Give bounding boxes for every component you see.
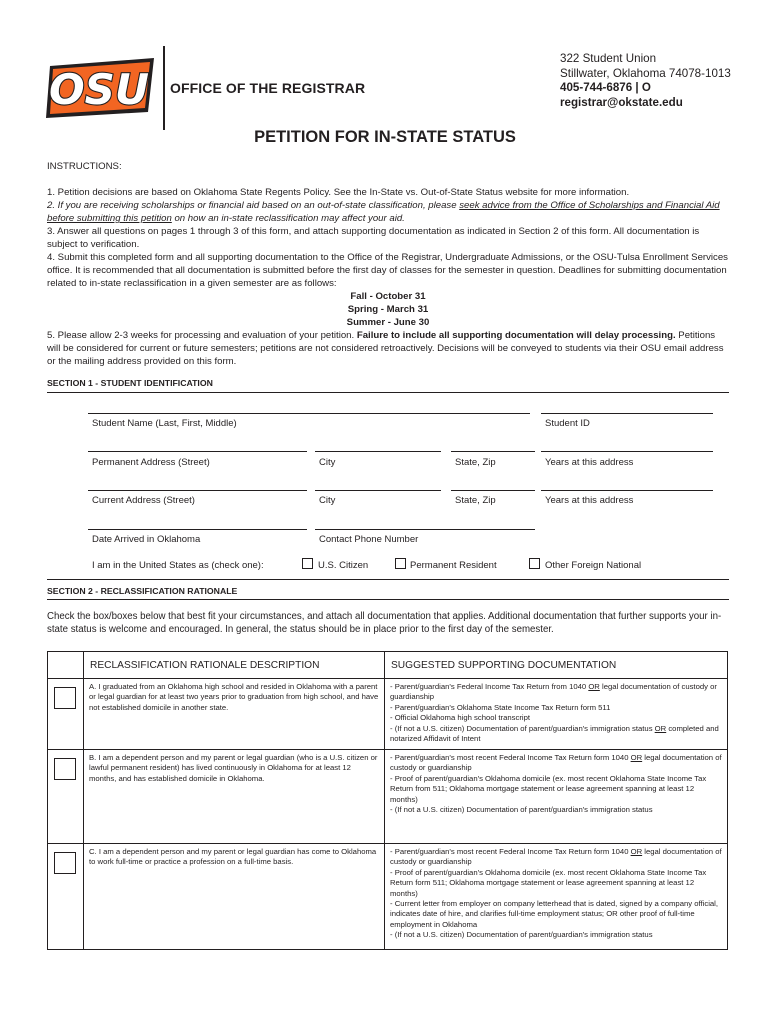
row-b-description: B. I am a dependent person and my parent or legal guardian (who is a U.S. citizen or lawful permanent resident) has lived continuously in Oklahoma for at least 12 months, and has established domicile in Oklahoma. xyxy=(84,750,385,844)
us-citizen-checkbox[interactable] xyxy=(302,558,313,569)
us-citizen-label: U.S. Citizen xyxy=(318,560,369,571)
cur-years-label: Years at this address xyxy=(545,495,634,506)
row-c-box-cell xyxy=(48,844,84,950)
contact-phone-field[interactable] xyxy=(315,529,535,530)
perm-state-field[interactable] xyxy=(451,451,535,452)
row-a-documentation xyxy=(385,679,728,750)
student-name-label: Student Name (Last, First, Middle) xyxy=(92,418,237,429)
row-a-doc-2: - Parent/guardian's Oklahoma State Income Tax Return form 511 xyxy=(390,702,611,712)
table-header-box xyxy=(48,652,84,679)
other-foreign-checkbox[interactable] xyxy=(529,558,540,569)
section-2-heading: SECTION 2 - RECLASSIFICATION RATIONALE xyxy=(47,586,238,596)
address-line-2: Stillwater, Oklahoma 74078-1013 xyxy=(560,66,731,80)
row-b-doc-1a: - Parent/guardian's most recent Federal Income Tax Return form 1040 xyxy=(390,753,631,762)
header-divider xyxy=(163,46,165,130)
deadline-spring: Spring - March 31 xyxy=(347,304,429,315)
row-b-doc-1-or: OR xyxy=(630,753,643,762)
col-header-documentation: SUGGESTED SUPPORTING DOCUMENTATION xyxy=(385,652,728,679)
row-c-doc-3: - Current letter from employer on company letterhead that is dated, signed by a company official, indicates date of hire, and clarifies full-time employment status; OR other proof of full-time employment in Oklahoma xyxy=(390,899,719,929)
cur-street-label: Current Address (Street) xyxy=(92,495,195,506)
deadline-summer: Summer - June 30 xyxy=(346,317,430,328)
address-line-1: 322 Student Union xyxy=(560,52,657,65)
perm-city-label: City xyxy=(319,457,336,468)
row-c-description: C. I am a dependent person and my parent or legal guardian has come to Oklahoma to work full-time or practice a profession on a full-time basis. xyxy=(84,844,385,950)
row-c-doc-1 xyxy=(390,847,723,868)
cur-state-field[interactable] xyxy=(451,490,535,491)
row-c-doc-1-or: OR xyxy=(630,847,643,856)
deadline-fall: Fall - October 31 xyxy=(350,291,426,302)
cur-state-label: State, Zip xyxy=(455,495,496,506)
perm-street-field[interactable] xyxy=(88,451,307,452)
date-arrived-field[interactable] xyxy=(88,529,307,530)
section-1-heading: SECTION 1 - STUDENT IDENTIFICATION xyxy=(47,378,213,388)
date-arrived-label: Date Arrived in Oklahoma xyxy=(92,534,201,545)
row-b-documentation xyxy=(385,750,728,844)
row-b-box-cell xyxy=(48,750,84,844)
row-c-doc-1b: legal documentation of custody or guardianship xyxy=(390,847,722,867)
permanent-resident-label: Permanent Resident xyxy=(410,560,497,571)
instructions-heading: INSTRUCTIONS: xyxy=(47,161,122,172)
table-row xyxy=(48,750,728,844)
instruction-2 xyxy=(47,199,729,225)
row-a-checkbox[interactable] xyxy=(54,687,76,709)
scholarship-advice-link[interactable]: seek advice from the Office of Scholarships and Financial Aid before submitting this petition xyxy=(47,200,720,224)
row-a-doc-1b: legal documentation of custody or guardianship xyxy=(390,682,717,702)
instructions xyxy=(47,160,729,368)
status-prompt: I am in the United States as (check one): xyxy=(92,560,264,571)
row-c-doc-2: - Proof of parent/guardian's Oklahoma domicile (ex. most recent Oklahoma State Income Tax Return form 511; Oklahoma mortgage statement or lease agreement spanning at least 12 months) xyxy=(390,867,707,898)
osu-logo xyxy=(44,52,160,122)
row-b-doc-1b: legal documentation of custody or guardianship xyxy=(390,753,722,773)
row-a-description: A. I graduated from an Oklahoma high school and resided in Oklahoma with a parent or legal guardian for at least two years prior to graduation from high school, and have not established domicile in another state. xyxy=(84,679,385,750)
section-1-rule xyxy=(47,392,729,393)
perm-street-label: Permanent Address (Street) xyxy=(92,457,210,468)
student-id-label: Student ID xyxy=(545,418,590,429)
row-c-documentation xyxy=(385,844,728,950)
cur-city-label: City xyxy=(319,495,336,506)
row-b-doc-3: - (If not a U.S. citizen) Documentation of parent/guardian's immigration status xyxy=(390,805,653,815)
cur-street-field[interactable] xyxy=(88,490,307,491)
office-name: OFFICE OF THE REGISTRAR xyxy=(170,80,366,96)
rationale-table xyxy=(47,651,728,950)
row-b-checkbox[interactable] xyxy=(54,758,76,780)
row-a-doc-1a: - Parent/guardian's Federal Income Tax Return from 1040 xyxy=(390,682,589,691)
instruction-1: 1. Petition decisions are based on Oklahoma State Regents Policy. See the In-State vs. Out-of-State Status website for more information. xyxy=(47,187,630,198)
row-a-doc-4b: completed and notarized Affidavit of Intent xyxy=(390,723,719,744)
col-header-description: RECLASSIFICATION RATIONALE DESCRIPTION xyxy=(84,652,385,679)
instruction-4: 4. Submit this completed form and all supporting documentation to the Office of the Registrar, Undergraduate Admissions, or the OSU-Tulsa Enrollment Services office. It is recommended that all documentation is submitted before the first day of classes for the semester in question. Deadlines for submitting documentation related to in-state reclassification in a given semester are as follows: xyxy=(47,252,728,289)
student-name-field[interactable] xyxy=(88,413,530,414)
row-a-doc-1-or: OR xyxy=(588,682,600,691)
section-2-intro: Check the box/boxes below that best fit your circumstances, and attach all documentation that applies. Additional documentation that further supports your in-state status is welcome and encouraged. In general, the status should be in place prior to the first day of the semester. xyxy=(47,611,722,635)
row-b-doc-2: - Proof of parent/guardian's Oklahoma domicile (ex. most recent Oklahoma State Income Tax Return from 511; Oklahoma mortgage statement or lease agreement spanning at least 12 months) xyxy=(390,773,707,804)
row-c-doc-1a: - Parent/guardian's most recent Federal Income Tax Return form 1040 xyxy=(390,847,631,856)
instruction-5-bold: Failure to include all supporting documentation will delay processing. xyxy=(356,330,676,341)
perm-years-field[interactable] xyxy=(541,451,713,452)
row-a-doc-4a: - (If not a U.S. citizen) Documentation of parent/guardian's immigration status xyxy=(390,723,655,733)
instruction-5-b: Petitions will be considered for current or future semesters; petitions are not considered retroactively. Decisions will be conveyed to students via their OSU email address or the mailing address provided on this form. xyxy=(47,330,724,367)
permanent-resident-checkbox[interactable] xyxy=(395,558,406,569)
row-b-doc-1 xyxy=(390,753,723,774)
instruction-2-a: 2. If you are receiving scholarships or financial aid based on an out-of-state classification, please xyxy=(47,200,460,211)
other-foreign-label: Other Foreign National xyxy=(545,560,642,571)
row-a-doc-4-or: OR xyxy=(654,723,667,733)
row-a-doc-4 xyxy=(390,724,723,745)
section-2-rule xyxy=(47,599,729,600)
instruction-5 xyxy=(47,329,729,368)
instruction-2-b: on how an in-state reclassification may affect your aid. xyxy=(171,213,405,224)
student-id-field[interactable] xyxy=(541,413,713,414)
table-header-row xyxy=(48,652,728,679)
table-row xyxy=(48,844,728,950)
perm-years-label: Years at this address xyxy=(545,457,634,468)
instruction-3: 3. Answer all questions on pages 1 through 3 of this form, and attach supporting documentation as indicated in Section 2 of this form. All documentation is subject to verification. xyxy=(47,226,700,250)
section-2-rule-top xyxy=(47,579,729,580)
row-a-doc-3: - Official Oklahoma high school transcript xyxy=(390,713,531,723)
contact-phone-label: Contact Phone Number xyxy=(319,534,419,545)
table-row xyxy=(48,679,728,750)
row-c-checkbox[interactable] xyxy=(54,852,76,874)
cur-city-field[interactable] xyxy=(315,490,441,491)
row-c-doc-4: - (If not a U.S. citizen) Documentation of parent/guardian's immigration status xyxy=(390,930,653,940)
cur-years-field[interactable] xyxy=(541,490,713,491)
email-link[interactable]: registrar@okstate.edu xyxy=(560,95,683,109)
instruction-5-a: 5. Please allow 2-3 weeks for processing and evaluation of your petition. xyxy=(47,330,357,341)
phone-number: 405-744-6876 | O xyxy=(560,81,651,95)
page-title: PETITION FOR IN-STATE STATUS xyxy=(254,128,516,146)
osu-logo-text: OSU xyxy=(48,65,150,114)
row-a-box-cell xyxy=(48,679,84,750)
registrar-address xyxy=(560,52,731,110)
row-a-doc-1 xyxy=(390,682,723,703)
perm-state-label: State, Zip xyxy=(455,457,496,468)
perm-city-field[interactable] xyxy=(315,451,441,452)
